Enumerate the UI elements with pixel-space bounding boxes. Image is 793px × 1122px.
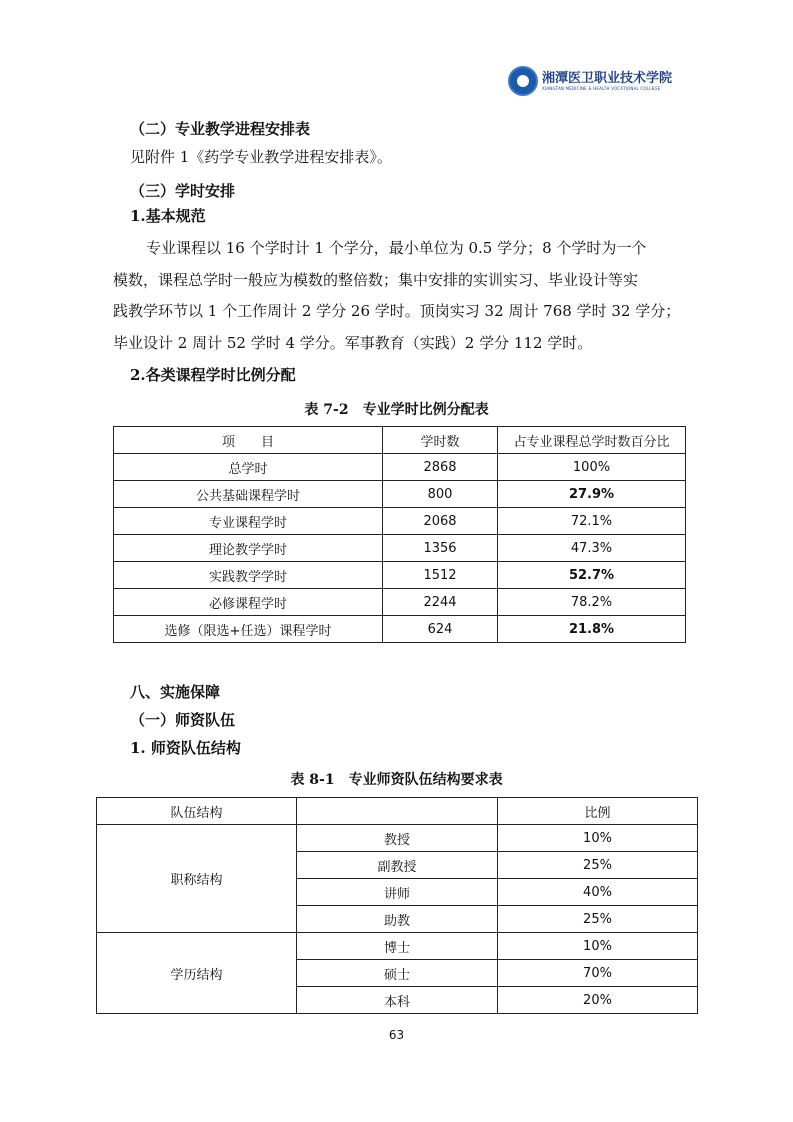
page-number: 63 bbox=[388, 1028, 405, 1042]
table-cell: 47.3% bbox=[498, 535, 686, 562]
table-cell: 20% bbox=[498, 987, 698, 1014]
group-cell: 学历结构 bbox=[97, 933, 297, 1014]
table-cell: 博士 bbox=[297, 933, 498, 960]
paragraph-line: 践教学环节以 1 个工作周计 2 学分 26 学时。顶岗实习 32 周计 768 学时 32 学分； bbox=[113, 302, 681, 320]
table-caption: 表 8-1 专业师资队伍结构要求表 bbox=[290, 772, 503, 788]
table-caption: 表 7-2 专业学时比例分配表 bbox=[304, 402, 489, 418]
table-cell: 副教授 bbox=[297, 852, 498, 879]
header-cell: 学时数 bbox=[383, 427, 498, 454]
table-cell: 100% bbox=[498, 454, 686, 481]
table-row bbox=[114, 481, 686, 508]
table-cell: 助教 bbox=[297, 906, 498, 933]
table-cell: 27.9% bbox=[498, 481, 686, 508]
table-cell: 1356 bbox=[383, 535, 498, 562]
header-cell: 队伍结构 bbox=[97, 798, 297, 825]
table-row bbox=[97, 933, 698, 960]
table-cell: 2244 bbox=[383, 589, 498, 616]
table-cell: 72.1% bbox=[498, 508, 686, 535]
table-cell: 讲师 bbox=[297, 879, 498, 906]
table-row bbox=[114, 454, 686, 481]
table-cell: 教授 bbox=[297, 825, 498, 852]
table-row bbox=[97, 825, 698, 852]
logo-text: 湘潭医卫职业技术学院 bbox=[542, 70, 673, 86]
paragraph-line: 毕业设计 2 周计 52 学时 4 学分。军事教育（实践）2 学分 112 学时。 bbox=[113, 334, 593, 352]
paragraph: 见附件 1《药学专业教学进程安排表》。 bbox=[130, 148, 392, 166]
table-row bbox=[114, 589, 686, 616]
hours-ratio-table bbox=[113, 426, 686, 643]
table-cell: 624 bbox=[383, 616, 498, 643]
logo-subtext: XIANGTAN MEDICINE & HEALTH VOCATIONAL COLLEGE bbox=[542, 85, 661, 91]
table-cell: 21.8% bbox=[498, 616, 686, 643]
table-cell: 10% bbox=[498, 933, 698, 960]
table-cell: 1512 bbox=[383, 562, 498, 589]
subsection-heading: 1. 师资队伍结构 bbox=[130, 739, 241, 757]
section-heading: （一）师资队伍 bbox=[130, 711, 236, 729]
faculty-structure-table bbox=[96, 797, 698, 1014]
table-cell: 25% bbox=[498, 852, 698, 879]
table-cell: 总学时 bbox=[114, 454, 383, 481]
table-cell: 52.7% bbox=[498, 562, 686, 589]
table-cell: 本科 bbox=[297, 987, 498, 1014]
table-cell: 理论教学学时 bbox=[114, 535, 383, 562]
table-header-row bbox=[114, 427, 686, 454]
table-cell: 10% bbox=[498, 825, 698, 852]
group-cell: 职称结构 bbox=[97, 825, 297, 933]
header-cell: 项 目 bbox=[114, 427, 383, 454]
subsection-heading: 1.基本规范 bbox=[130, 207, 206, 225]
section-heading: （三）学时安排 bbox=[130, 182, 236, 200]
table-cell: 选修（限选+任选）课程学时 bbox=[114, 616, 383, 643]
table-cell: 2068 bbox=[383, 508, 498, 535]
table-row bbox=[114, 616, 686, 643]
college-logo bbox=[508, 66, 672, 96]
table-cell: 2868 bbox=[383, 454, 498, 481]
table-cell: 必修课程学时 bbox=[114, 589, 383, 616]
table-cell: 公共基础课程学时 bbox=[114, 481, 383, 508]
college-seal-icon bbox=[508, 66, 538, 96]
table-row bbox=[114, 535, 686, 562]
paragraph-line: 专业课程以 16 个学时计 1 个学分，最小单位为 0.5 学分；8 个学时为一个 bbox=[146, 239, 647, 257]
table-cell: 70% bbox=[498, 960, 698, 987]
table-cell: 硕士 bbox=[297, 960, 498, 987]
table-cell: 40% bbox=[498, 879, 698, 906]
header-cell bbox=[297, 798, 498, 825]
header-cell: 占专业课程总学时数百分比 bbox=[498, 427, 686, 454]
table-cell: 800 bbox=[383, 481, 498, 508]
table-row bbox=[114, 562, 686, 589]
header-cell: 比例 bbox=[498, 798, 698, 825]
paragraph-line: 模数，课程总学时一般应为模数的整倍数；集中安排的实训实习、毕业设计等实 bbox=[113, 271, 639, 289]
section-heading: 八、实施保障 bbox=[130, 683, 221, 701]
table-cell: 78.2% bbox=[498, 589, 686, 616]
table-cell: 专业课程学时 bbox=[114, 508, 383, 535]
table-cell: 实践教学学时 bbox=[114, 562, 383, 589]
table-cell: 25% bbox=[498, 906, 698, 933]
section-heading: （二）专业教学进程安排表 bbox=[130, 120, 311, 138]
table-header-row bbox=[97, 798, 698, 825]
subsection-heading: 2.各类课程学时比例分配 bbox=[130, 366, 296, 384]
table-row bbox=[114, 508, 686, 535]
